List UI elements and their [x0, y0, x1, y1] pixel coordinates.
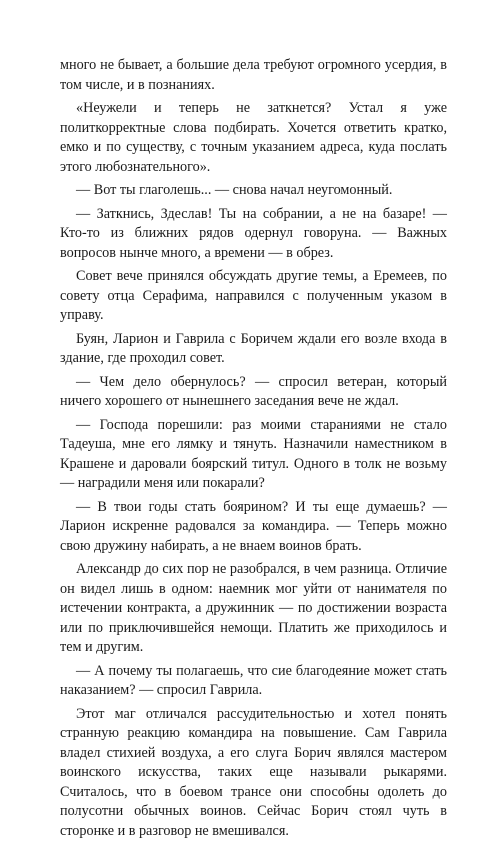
paragraph: — Вот ты глаголешь... — снова начал неугомонный.	[76, 182, 393, 198]
paragraph: много не бывает, а большие дела требуют огромного усердия, в том числе, и в познаниях.	[60, 57, 447, 93]
paragraph: — А почему ты полагаешь, что сие благодеяние может стать наказанием? — спросил Гаврила.	[60, 662, 447, 698]
paragraph: — Господа порешили: раз моими стараниями не стало Тадеуша, мне его лямку и тянуть. Назначили наместником в Крашене и даровали боярский титул. Одного в толк не возьму — наградили меня или покарали?	[60, 416, 447, 491]
paragraph: Совет вече принялся обсуждать другие темы, а Еремеев, по совету отца Серафима, направился с полученным указом в управу.	[60, 268, 447, 323]
paragraph: — Заткнись, Здеслав! Ты на собрании, а не на базаре! — Кто-то из ближних рядов одернул говоруна. — Важных вопросов нынче много, а времени — в обрез.	[60, 205, 447, 261]
paragraph: «Неужели и теперь не заткнется? Устал я уже политкорректные слова подбирать. Хочется ответить кратко, емко и по существу, с точным указанием адреса, куда послать этого любознательного».	[60, 100, 447, 175]
paragraph: — Чем дело обернулось? — спросил ветеран, который ничего хорошего от нынешнего заседания вече не ждал.	[60, 373, 447, 409]
paragraph: Александр до сих пор не разобрался, в чем разница. Отличие он видел лишь в одном: наемник мог уйти от нанимателя по истечении контракта, а дружинник — по достижении возраста или по приключившейся немощи. Платить же приходилось и тем и другим.	[60, 561, 447, 655]
paragraph: Этот маг отличался рассудительностью и хотел понять странную реакцию командира на повышение. Сам Гаврила владел стихией воздуха, а его слуга Борич являлся мастером воинского искусства, таких еще называли рыкарями. Считалось, что в боевом трансе они способны одолеть до полусотни обычных воинов. Сейчас Борич стоял чуть в сторонке и в разговор не вмешивался.	[60, 705, 447, 839]
page-text	[60, 56, 447, 845]
paragraph: — В твои годы стать боярином? И ты еще думаешь? — Ларион искренне радовался за командира. — Теперь можно свою дружину набирать, а не внаем воинов брать.	[60, 498, 447, 554]
paragraph: Буян, Ларион и Гаврила с Боричем ждали его возле входа в здание, где проходил совет.	[60, 330, 447, 366]
